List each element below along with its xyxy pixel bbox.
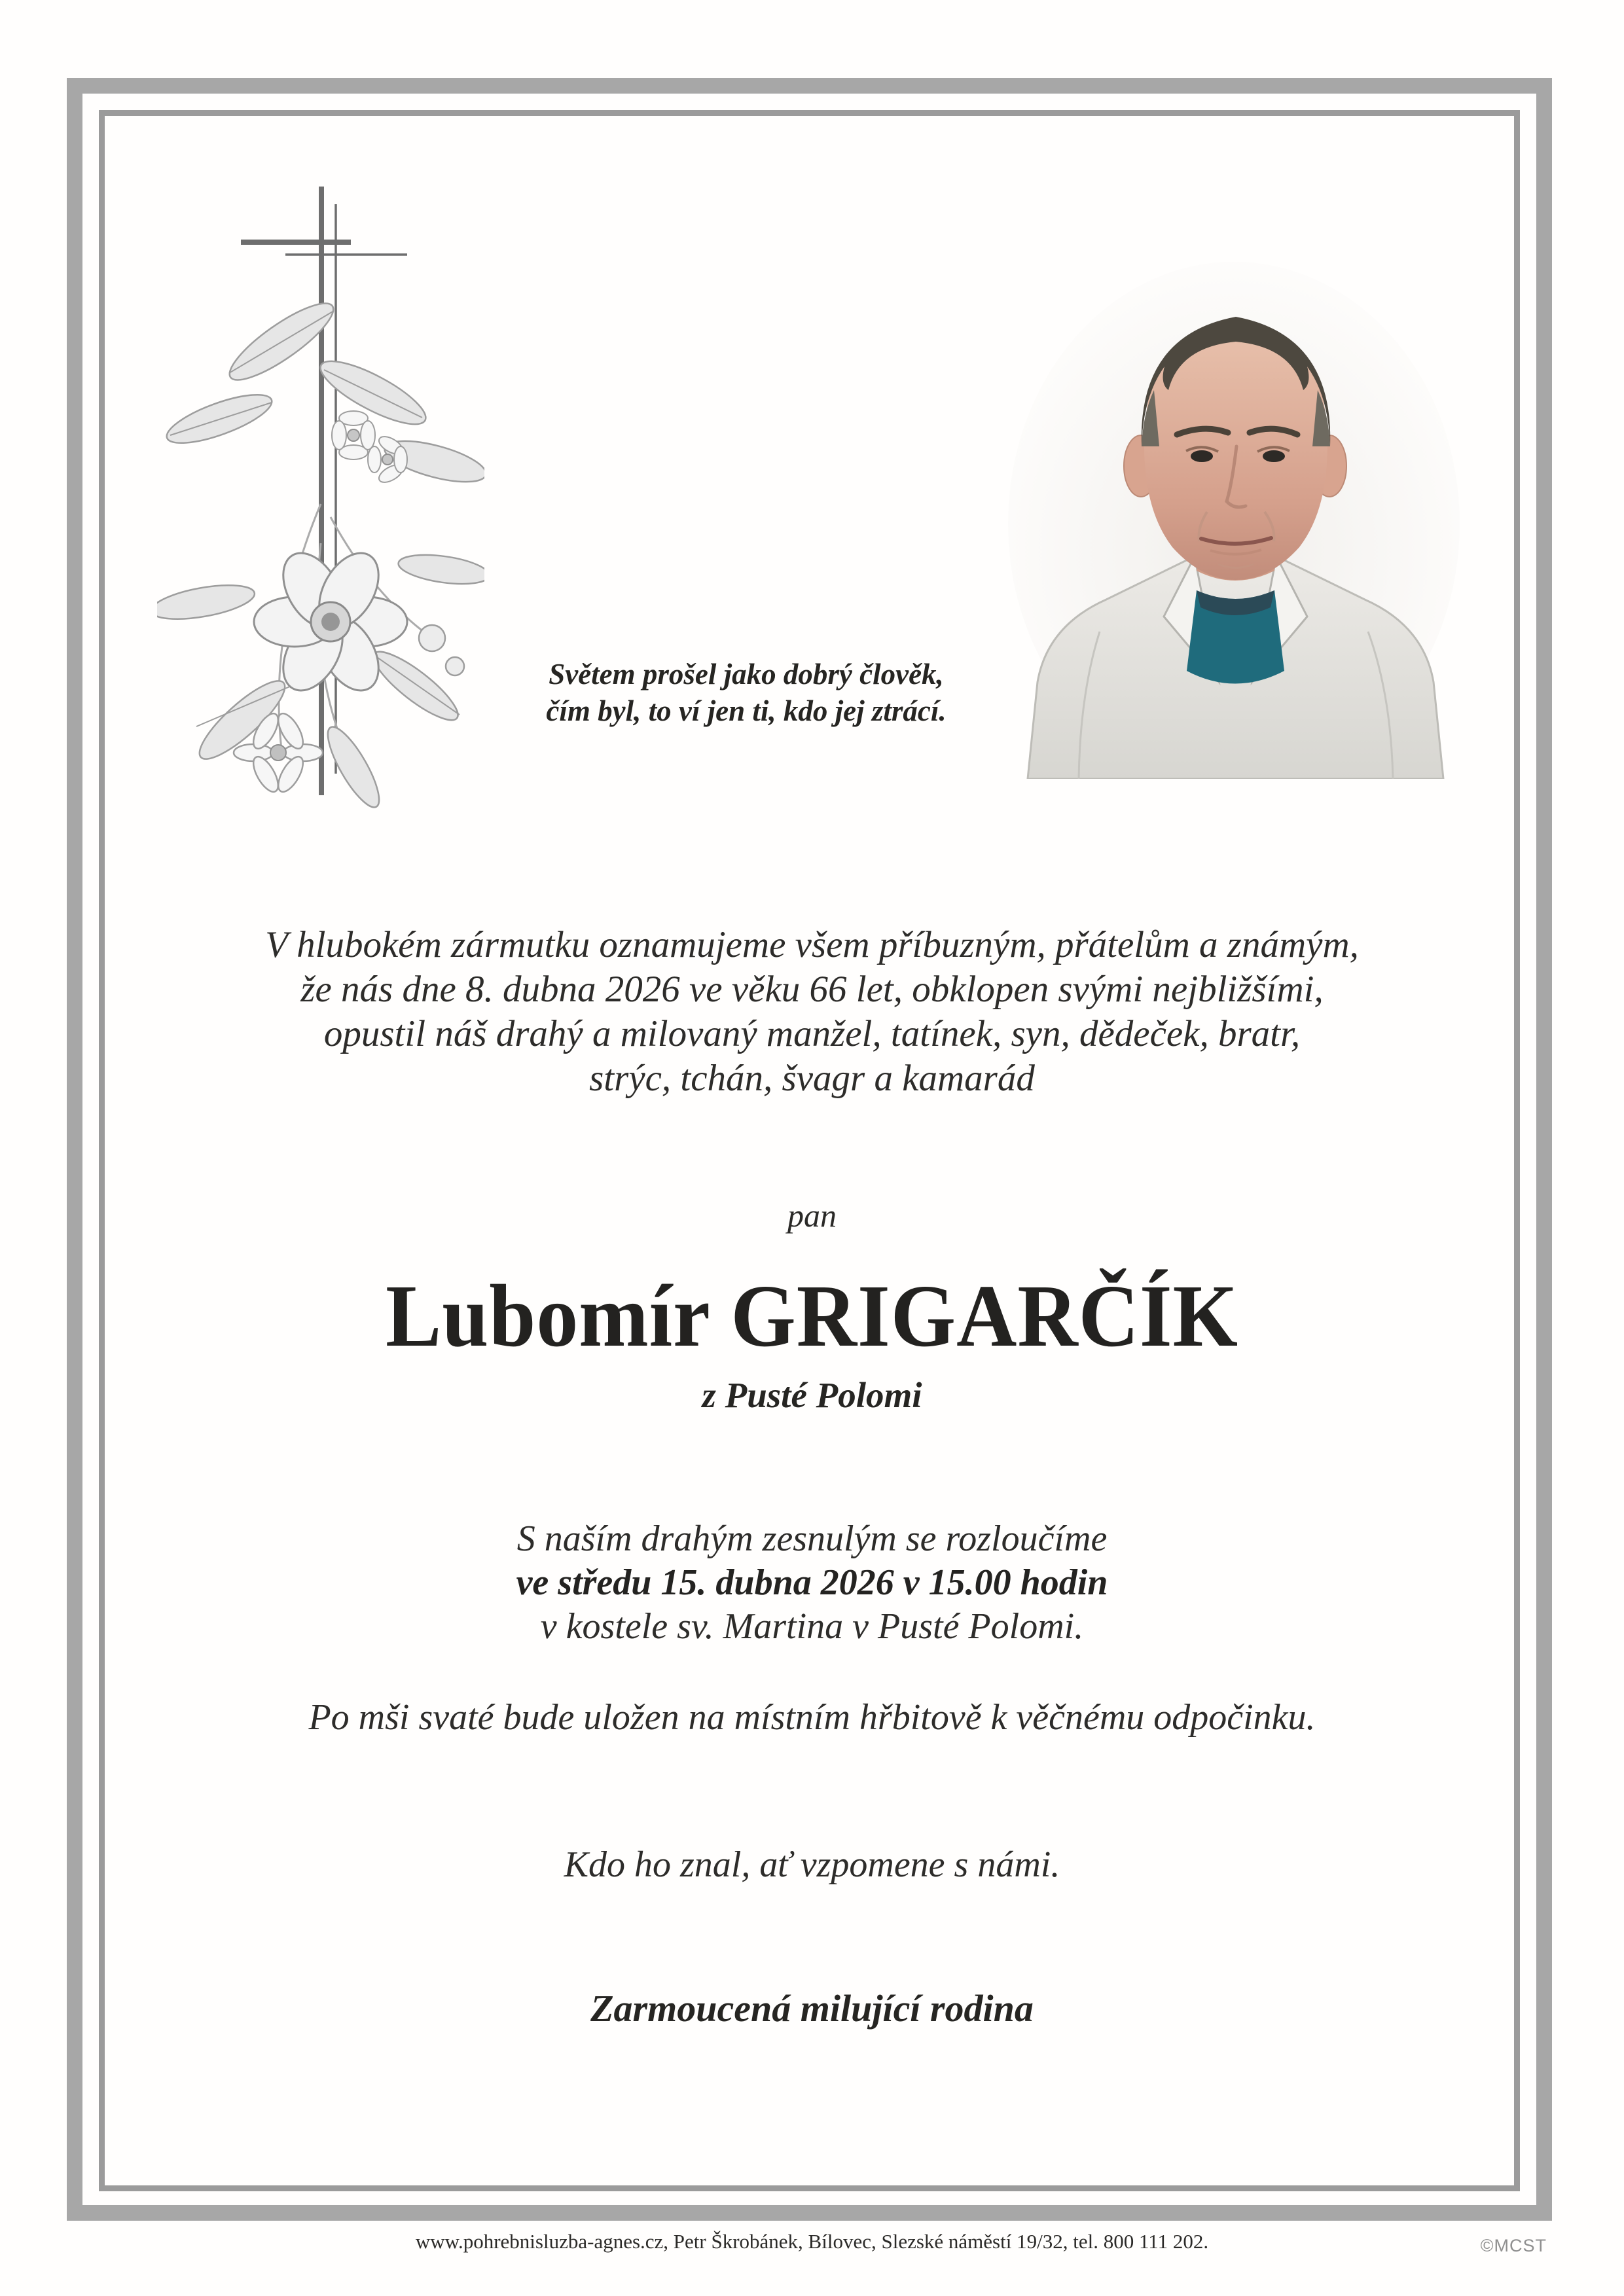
- farewell-line-1: S naším drahým zesnulým se rozloučíme: [516, 1518, 1108, 1559]
- deceased-origin: z Pusté Polomi: [702, 1375, 922, 1415]
- copyright-watermark: ©MCST: [1480, 2236, 1547, 2255]
- honorific-salutation: pan: [787, 1197, 837, 1234]
- announcement-line-2: že nás dne 8. dubna 2026 ve věku 66 let, obklopen svými nejbližšími,: [300, 969, 1324, 1010]
- deceased-name: Lubomír GRIGARČÍK: [386, 1267, 1238, 1365]
- family-signature: Zarmoucená milující rodina: [590, 1987, 1034, 2030]
- memorial-motto: [288, 656, 1204, 729]
- farewell-datetime: ve středu 15. dubna 2026 v 15.00 hodin: [516, 1562, 1108, 1603]
- remembrance-note: Kdo ho znal, ať vzpomene s námi.: [564, 1844, 1060, 1885]
- announcement-line-3: opustil náš drahý a milovaný manžel, tatínek, syn, dědeček, bratr,: [323, 1013, 1301, 1054]
- death-announcement: [0, 923, 1624, 1101]
- motto-line-1: Světem prošel jako dobrý člověk,: [549, 658, 944, 691]
- funeral-home-contact: www.pohrebnisluzba-agnes.cz, Petr Škrobánek, Bílovec, Slezské náměstí 19/32, tel. 800 111 202.: [415, 2230, 1209, 2253]
- farewell-location: v kostele sv. Martina v Pusté Polomi.: [540, 1606, 1084, 1647]
- motto-line-2: čím byl, to ví jen ti, kdo jej ztrácí.: [546, 694, 947, 727]
- announcement-line-4: strýc, tchán, švagr a kamarád: [589, 1058, 1035, 1099]
- announcement-line-1: V hlubokém zármutku oznamujeme všem příbuzným, přátelům a známým,: [265, 924, 1359, 965]
- farewell-details: [0, 1517, 1624, 1649]
- burial-note: Po mši svaté bude uložen na místním hřbitově k věčnému odpočinku.: [308, 1697, 1316, 1738]
